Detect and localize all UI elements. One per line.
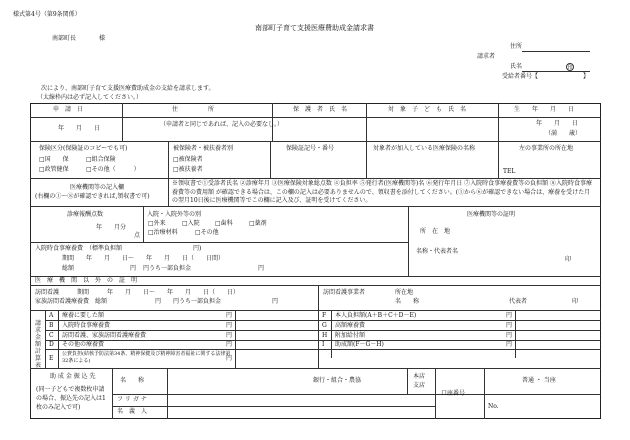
rule bbox=[30, 368, 601, 369]
provider-rep: 代表者 bbox=[509, 298, 528, 305]
account-type: 普通 ・ 当座 bbox=[522, 377, 556, 384]
rule bbox=[30, 242, 408, 243]
recipient-no-close: 】 bbox=[583, 73, 590, 80]
points-period: 年 月分 bbox=[96, 224, 127, 231]
rule bbox=[318, 285, 319, 310]
insurance-symbol-label: 保険証記号・番号 bbox=[286, 145, 335, 152]
intro-line1: 次により、南部町子育て支援医療費助成金の支給を請求します。 bbox=[41, 85, 215, 92]
provider-label: 訪問看護事業者 bbox=[323, 289, 366, 296]
apply-date-label: 申 請 日 bbox=[53, 106, 84, 113]
calc-unit: 円 bbox=[226, 312, 233, 319]
cert-seal: 印 bbox=[565, 256, 572, 263]
meal-burden-unit: 円 bbox=[258, 265, 265, 272]
option-other-insurance[interactable]: □その他（ ） bbox=[86, 166, 140, 173]
bank-note-1: (同一子どもで複数枚申請 bbox=[36, 386, 105, 393]
rule bbox=[122, 103, 123, 141]
option-dental[interactable]: □歯科 bbox=[215, 220, 233, 227]
insurer-name-label: 対象者が加入している医療保険の名称 bbox=[373, 145, 476, 152]
rule bbox=[407, 368, 408, 394]
rule bbox=[498, 103, 499, 141]
calc-label: 高額療養費 bbox=[335, 322, 366, 329]
calc-unit: 円 bbox=[226, 355, 233, 362]
option-device[interactable]: □治療材料 bbox=[148, 229, 178, 236]
recipient-no-label: 受給者番号【 bbox=[502, 73, 539, 80]
calc-unit: 円 bbox=[506, 322, 513, 329]
address-note: （申請者と同じであれば、記入の必要なし。） bbox=[160, 121, 284, 128]
rule bbox=[58, 310, 59, 368]
visit-type-label: 入院・入院外等の別 bbox=[147, 211, 202, 218]
calc-unit: 円 bbox=[226, 332, 233, 339]
bank-types: 銀行・組合・農協 bbox=[313, 377, 362, 384]
birth-label: 生 年 月 日 bbox=[514, 106, 575, 113]
form-number: 様式第4号（第9条関係） bbox=[13, 11, 81, 18]
rule bbox=[331, 310, 332, 358]
claimant-label: 請求者 bbox=[477, 53, 496, 60]
rule bbox=[30, 206, 601, 207]
meal-burden-label: 円うち一部負担金 bbox=[143, 265, 192, 272]
option-outpatient[interactable]: □外来 bbox=[148, 220, 166, 227]
calc-key: D bbox=[49, 341, 54, 348]
calc-unit: 円 bbox=[506, 341, 513, 348]
meal-total-label: 総額 bbox=[62, 265, 75, 272]
rule bbox=[366, 103, 367, 141]
address-label: 住所 bbox=[510, 43, 523, 50]
outside-title: 医 療 機 関 以 外 の 証 明 bbox=[35, 277, 138, 284]
rule bbox=[318, 330, 601, 331]
rule bbox=[30, 285, 601, 286]
option-kumiai[interactable]: □組合保険 bbox=[86, 156, 116, 163]
option-insured[interactable]: □被保険者 bbox=[173, 156, 203, 163]
rule bbox=[366, 141, 367, 178]
rule bbox=[143, 206, 144, 242]
rule bbox=[318, 310, 319, 368]
cert-location-label: 所 在 地 bbox=[420, 228, 451, 235]
age-value: （満 歳） bbox=[545, 130, 582, 137]
option-seikan[interactable]: □政管健保 bbox=[39, 166, 69, 173]
address-col-label: 住 所 bbox=[172, 106, 215, 113]
calc-label: 本人負担額(A＋B＋C＋D－E) bbox=[335, 312, 417, 319]
name-label: 氏名 bbox=[510, 63, 523, 70]
rule bbox=[45, 330, 318, 331]
employer-location-label: 左の事業所の所在地 bbox=[519, 145, 574, 152]
rule bbox=[112, 394, 601, 395]
rule bbox=[168, 141, 169, 178]
bank-title: 助 成 金 振 込 先 bbox=[50, 373, 96, 380]
calc-label: 療養に要した額 bbox=[62, 312, 105, 319]
account-number-label: 口座番号 bbox=[441, 390, 466, 397]
address-line bbox=[522, 51, 590, 52]
guardian-label: 保 護 者 氏 名 bbox=[293, 106, 348, 113]
furigana-label: フ リ ガ ナ bbox=[117, 396, 147, 403]
visit-care-line: 訪問看護 期間 年 月 日～ 年 月 日（ 日） bbox=[35, 289, 240, 296]
holder-label: 名 義 人 bbox=[117, 408, 148, 415]
honorific: 様 bbox=[99, 35, 106, 42]
rule bbox=[45, 320, 318, 321]
insured-type-label: 被保険者・被扶養者別 bbox=[173, 145, 234, 152]
tel-label: TEL bbox=[503, 168, 516, 175]
visit-cost-unit: 円 bbox=[272, 298, 279, 305]
apply-date-value: 年 月 日 bbox=[58, 125, 101, 132]
calc-key: A bbox=[49, 312, 54, 319]
bank-note-2: の場合、振込先の記入は1 bbox=[36, 395, 106, 402]
rule bbox=[45, 310, 46, 368]
medical-entry-sub: (右欄の①～⑧が確認できれば,領収書で可) bbox=[35, 193, 150, 200]
calc-label: 入院時食事療養費 bbox=[62, 322, 111, 329]
mayor-name: 南部町長 bbox=[52, 35, 77, 42]
option-pharmacy[interactable]: □薬剤 bbox=[249, 220, 267, 227]
cert-label: 医療機関等の証明 bbox=[467, 211, 516, 218]
calc-key: H bbox=[322, 332, 328, 339]
meal-period: 期間 年 月 日～ 年 月 日（ 日間） bbox=[62, 255, 225, 262]
form-title: 南部町子育て支援医療費助成金請求書 bbox=[255, 24, 374, 32]
calc-key: F bbox=[322, 312, 327, 319]
calc-label: 公費負担(結核予防法第34条、精神保健及び精神障害者福祉に関する法律第32条による) bbox=[62, 351, 231, 364]
branch-honten: 本店 bbox=[413, 373, 426, 380]
calc-label: 訪問看護、家族訪問看護療養費 bbox=[62, 332, 147, 339]
provider-seal: 印 bbox=[572, 298, 579, 305]
rule bbox=[408, 206, 409, 276]
meal-label: 入院時食事療養費 （標準負担額 bbox=[35, 245, 123, 252]
rule bbox=[235, 310, 236, 368]
calc-label: 助成額(F－G－H) bbox=[335, 341, 384, 348]
calc-key: E bbox=[49, 355, 54, 362]
rule bbox=[45, 349, 318, 350]
cert-rep-label: 名称・代表者名 bbox=[416, 248, 459, 255]
rule bbox=[318, 349, 601, 350]
rule bbox=[318, 320, 601, 321]
account-no-label: No. bbox=[488, 403, 499, 410]
visit-cost-line: 家族訪問看護療養費 総額 円 円うち一部負担金 bbox=[35, 298, 222, 305]
calc-key: B bbox=[49, 322, 54, 329]
calc-label: 附加給付額 bbox=[335, 332, 366, 339]
option-dependent[interactable]: □被扶養者 bbox=[173, 166, 203, 173]
rule bbox=[515, 310, 516, 358]
insurance-category-label: 保険区分(保険証のコピーでも可) bbox=[39, 145, 128, 152]
points-unit: 点 bbox=[134, 232, 141, 239]
rule bbox=[168, 178, 169, 206]
name-line bbox=[522, 71, 590, 72]
calc-key: I bbox=[322, 341, 325, 348]
rule bbox=[30, 117, 601, 118]
calc-unit: 円 bbox=[506, 312, 513, 319]
bank-name-label: 名 称 bbox=[120, 377, 145, 384]
meal-total-unit: 円 bbox=[130, 265, 137, 272]
calc-key: C bbox=[49, 332, 54, 339]
calc-key: G bbox=[322, 322, 327, 329]
calc-label: その他の療養費 bbox=[62, 341, 105, 348]
provider-name: 名 称 bbox=[395, 298, 420, 305]
branch-shiten: 支店 bbox=[413, 382, 426, 389]
receipt-note: ※領収書で①受診者氏名 ②診療年月 ③医療保険対象総点数 ④負担率 ⑤発行者(医療機関等)名 ⑥発行年月日 ⑦入院時食事療養費等の負担額 ⑧入院時食事療養費等の費用額 が確認できる場合は、この欄の記入は必要ありませんので、領収書を添付してください。(①から⑥が確認できない場合は、療養を受けた月の翌月10日後に医療機関等でこの欄に記入及び、証明を受けてください。 bbox=[172, 180, 593, 204]
calc-unit: 円 bbox=[506, 332, 513, 339]
rule bbox=[270, 141, 271, 178]
intro-line2: （太線枠内は必ず記入してください。） bbox=[37, 94, 143, 101]
option-inpatient[interactable]: □入院 bbox=[182, 220, 200, 227]
calc-unit: 円 bbox=[226, 341, 233, 348]
rule bbox=[498, 141, 499, 178]
provider-location: 所在地 bbox=[395, 289, 414, 296]
rule bbox=[30, 178, 601, 179]
bank-note-3: 枚のみ記入で可) bbox=[36, 404, 81, 411]
birth-value: 年 月 日 bbox=[536, 120, 579, 127]
option-other-type[interactable]: □その他 bbox=[195, 229, 219, 236]
child-name-label: 対 象 子 ど も 氏 名 bbox=[388, 106, 467, 113]
meal-unit: 円) bbox=[193, 245, 202, 252]
option-kokuho[interactable]: □国 保 bbox=[39, 156, 69, 163]
medical-entry-title: 医療機関等の記入欄 bbox=[70, 184, 125, 191]
points-label: 診療報酬点数 bbox=[67, 211, 104, 218]
calc-unit: 円 bbox=[226, 322, 233, 329]
rule bbox=[30, 141, 601, 142]
seal-mark: 印 bbox=[567, 65, 573, 71]
calc-side-label: 請求金額計算表 bbox=[34, 320, 41, 369]
rule bbox=[112, 406, 435, 407]
